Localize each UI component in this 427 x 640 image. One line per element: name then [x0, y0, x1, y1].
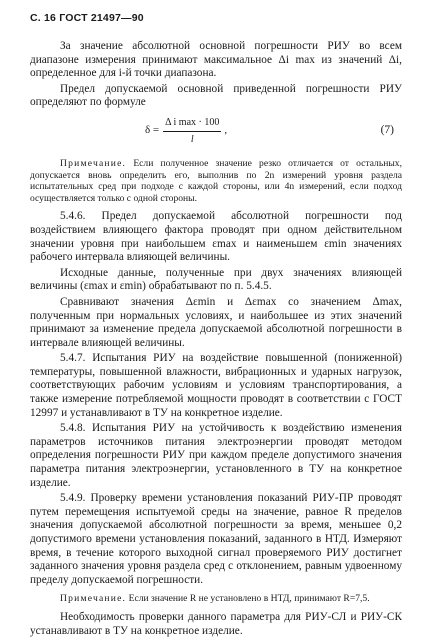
paragraph-5-4-6: 5.4.6. Предел допускаемой абсолютной погрешности под воздействием влияющего фактора проводят при одном действительном значении уровня при наибольшем εmax и наименьшем εmin значениях рабочего интервала влияющей величины. — [30, 210, 402, 264]
paragraph-source-data: Исходные данные, полученные при двух значениях влияющей величины (εmax и εmin) обрабатывают по п. 5.4.5. — [30, 266, 402, 293]
document-body — [30, 40, 402, 640]
paragraph-5-4-8: 5.4.8. Испытания РИУ на устойчивость к воздействию изменения параметров источников питания электроэнергии проводят методом определения погрешности РИУ при каждом пределе допустимого значения параметра питания электроэнергии, установленного в ТУ на конкретное изделие. — [30, 422, 402, 489]
paragraph-necessity: Необходимость проверки данного параметра для РИУ-СЛ и РИУ-СК устанавливают в ТУ на конкретное изделие. — [30, 610, 402, 637]
note-2 — [30, 593, 402, 605]
note-1-label: Примечание. — [60, 157, 127, 169]
note-2-text: Если значение R не установлено в НТД, принимают R=7,5. — [128, 593, 370, 605]
formula-fraction — [163, 116, 221, 146]
paragraph-compare: Сравнивают значения Δεmin и Δεmax со значением Δmax, полученным при нормальных условиях, и наибольшее из этих значений принимают за изменение предела допускаемой абсолютной погрешности в интервале влияющей величины. — [30, 295, 402, 349]
paragraph-formula-intro: Предел допускаемой основной приведенной погрешности РИУ определяют по формуле — [30, 82, 402, 109]
note-1-text: Если полученное значение резко отличается от остальных, допускается вновь определить его, выполнив по 2n измерений уровня раздела испытательных сред при подходе с каждой стороны, или 4n измерений, если подход осуществляется только с одной стороны. — [30, 157, 402, 204]
paragraph-5-4-7: 5.4.7. Испытания РИУ на воздействие повышенной (пониженной) температуры, повышенной влажности, вибрационных и ударных нагрузок, соответствующих рабочим условиям и условиям транспортирования, а также измерение потребляемой мощности проводят в соответствии с ГОСТ 12997 и устанавливают в ТУ на конкретное изделие. — [30, 352, 402, 419]
formula-expression — [145, 116, 227, 146]
paragraph-5-4-9: 5.4.9. Проверку времени установления показаний РИУ-ПР проводят путем перемещения испытуемой среды на значение, равное R пределов значения допускаемой абсолютной погрешности за время, меньшее 0,2 допустимого времени установления показаний, заданного в НТД. Измеряют время, в течение которого выходной сигнал проверяемого РИУ достигнет заданного значения уровня раздела сред с отклонением, равным удвоенному пределу допускаемой погрешности. — [30, 492, 402, 586]
note-2-label: Примечание. — [60, 593, 127, 605]
formula-7 — [30, 112, 402, 152]
formula-lhs: δ = — [145, 124, 160, 137]
note-1 — [30, 158, 402, 204]
paragraph-max-error: За значение абсолютной основной погрешности РИУ во всем диапазоне измерения принимают максимальное Δi max из значений Δi, определенное для i-й точки диапазона. — [30, 40, 402, 80]
formula-numerator: Δ i max · 100 — [163, 116, 221, 132]
formula-denominator: l — [190, 133, 194, 145]
formula-tail: , — [224, 124, 228, 137]
formula-number: (7) — [380, 123, 394, 136]
page-header: С. 16 ГОСТ 21497—90 — [30, 12, 144, 24]
